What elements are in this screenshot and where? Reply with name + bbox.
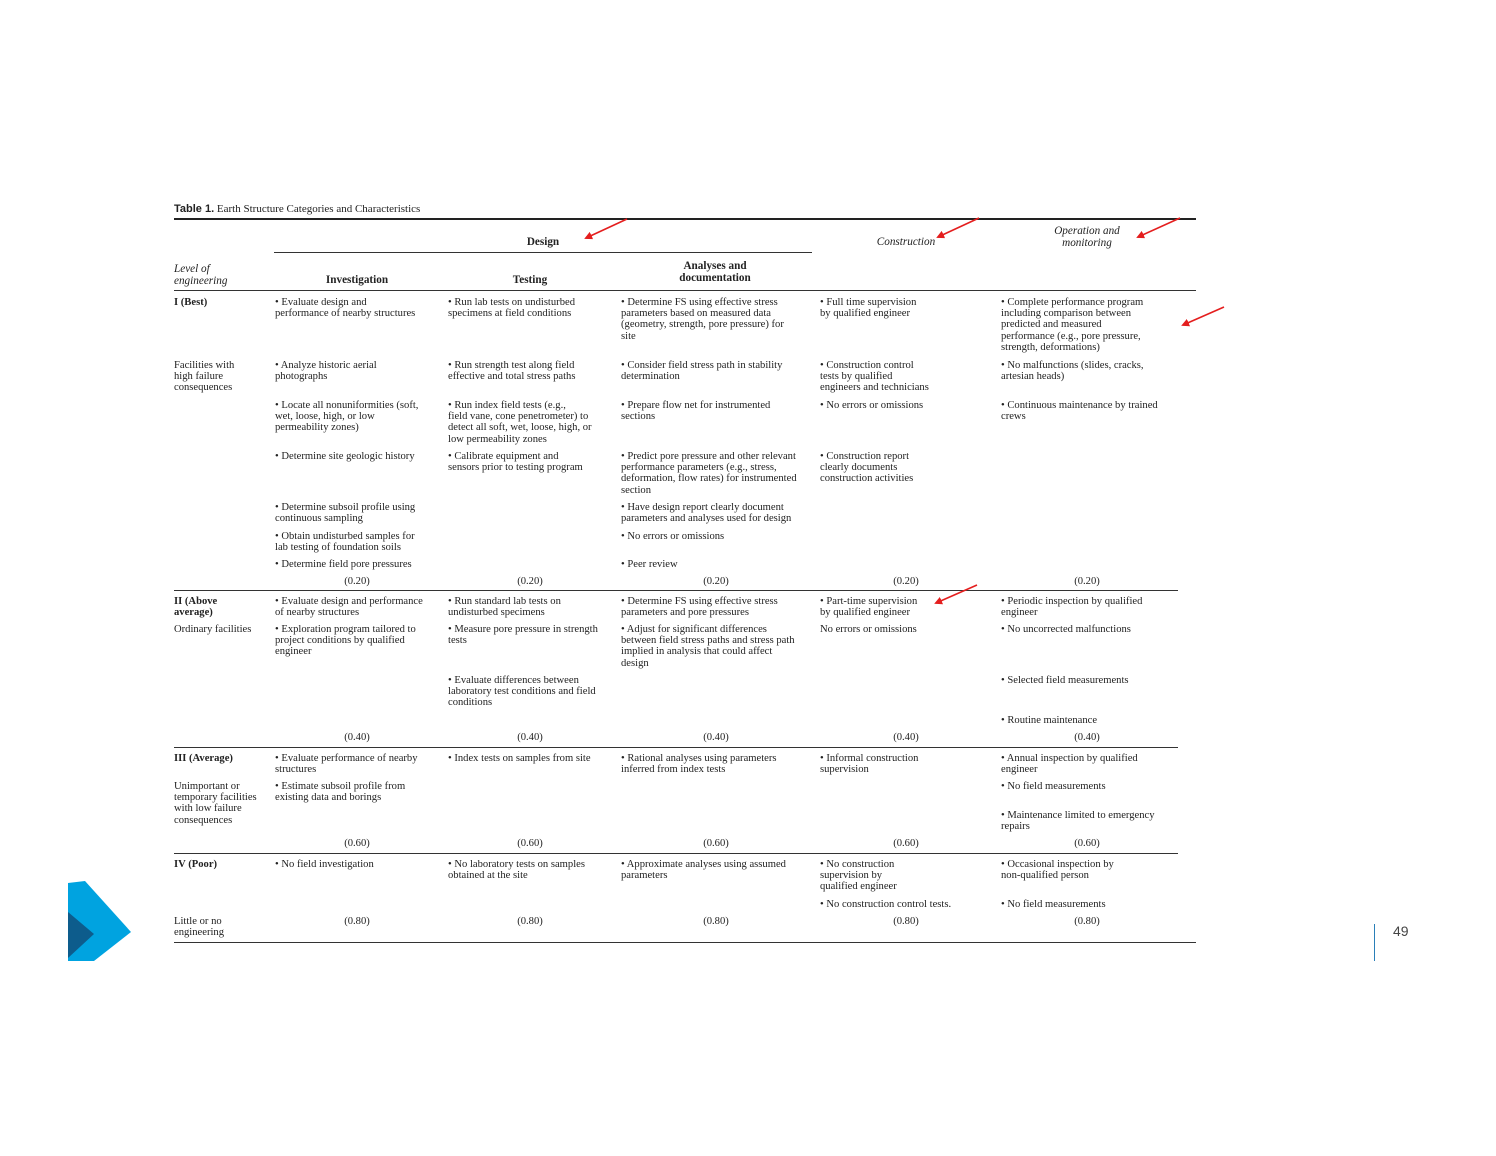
red-arrow-design [586, 219, 627, 238]
header-testing: Testing [512, 274, 548, 286]
row2-con-2: No errors or omissions [820, 624, 917, 635]
page-number-divider [1374, 924, 1375, 961]
row2-ana-1: • Determine FS using effective stress parameters and pore pressures [621, 596, 778, 619]
row4-prob-op: (0.80) [1074, 916, 1100, 927]
row4-test-1: • No laboratory tests on samples obtained at the site [448, 859, 585, 882]
page-number: 49 [1393, 923, 1409, 939]
table-caption-text: Earth Structure Categories and Characteristics [216, 203, 421, 215]
row4-op-1: • Occasional inspection by non-qualified person [1001, 859, 1114, 882]
row1-inv-1: • Evaluate design and performance of nearby structures [275, 297, 416, 320]
row1-prob-test: (0.20) [517, 576, 543, 587]
row1-con-2: • Construction control tests by qualified engineers and technicians [820, 360, 929, 394]
row2-prob-inv: (0.40) [344, 732, 370, 743]
row1-ana-1: • Determine FS using effective stress parameters based on measured data (geometry, strength, pore pressure) for site [621, 297, 784, 342]
row4-prob-test: (0.80) [517, 916, 543, 927]
row4-con-1: • No construction supervision by qualified engineer [820, 859, 897, 893]
row2-prob-test: (0.40) [517, 732, 543, 743]
row1-ana-3: • Prepare flow net for instrumented sections [621, 400, 771, 423]
row2-test-3: • Evaluate differences between laboratory test conditions and field conditions [448, 675, 596, 709]
row3-ana-1: • Rational analyses using parameters inferred from index tests [621, 753, 777, 776]
row2-test-2: • Measure pore pressure in strength tests [448, 624, 598, 647]
red-arrow-construction [938, 218, 979, 237]
row3-prob-inv: (0.60) [344, 838, 370, 849]
row1-inv-3: • Locate all nonuniformities (soft, wet, loose, high, or low permeability zones) [275, 400, 419, 434]
row2-op-4: • Routine maintenance [1001, 715, 1098, 726]
row2-prob-ana: (0.40) [703, 732, 729, 743]
row3-con-1: • Informal construction supervision [820, 753, 919, 776]
row2-op-3: • Selected field measurements [1001, 675, 1129, 686]
row2-op-2: • No uncorrected malfunctions [1001, 624, 1131, 635]
row3-prob-test: (0.60) [517, 838, 543, 849]
header-design: Design [526, 236, 560, 248]
row4-prob-inv: (0.80) [344, 916, 370, 927]
row3-op-2: • No field measurements [1001, 781, 1106, 792]
row1-level: I (Best) [174, 297, 208, 308]
row1-ana-4: • Predict pore pressure and other relevant performance parameters (e.g., stress, deformation, flow rates) for instrumented section [621, 451, 797, 496]
header-investigation: Investigation [325, 274, 389, 286]
row2-prob-con: (0.40) [893, 732, 919, 743]
row3-op-3: • Maintenance limited to emergency repairs [1001, 810, 1155, 833]
red-arrow-performance [1183, 307, 1224, 325]
row3-prob-con: (0.60) [893, 838, 919, 849]
row4-ana-1: • Approximate analyses using assumed parameters [621, 859, 786, 882]
row1-inv-2: • Analyze historic aerial photographs [275, 360, 377, 383]
row1-test-4: • Calibrate equipment and sensors prior to testing program [448, 451, 583, 474]
row1-inv-7: • Determine field pore pressures [275, 559, 412, 570]
brand-logo-chevron [68, 881, 131, 961]
header-analyses: Analyses and documentation [679, 260, 751, 284]
row4-op-2: • No field measurements [1001, 899, 1106, 910]
row4-level: IV (Poor) [174, 859, 218, 870]
table-caption-label: Table 1. [174, 203, 215, 215]
row1-prob-ana: (0.20) [703, 576, 729, 587]
row1-op-2: • No malfunctions (slides, cracks, artesian heads) [1001, 360, 1144, 383]
row3-test-1: • Index tests on samples from site [448, 753, 591, 764]
row1-con-4: • Construction report clearly documents construction activities [820, 451, 914, 485]
row3-inv-1: • Evaluate performance of nearby structures [275, 753, 418, 776]
row1-ana-5: • Have design report clearly document parameters and analyses used for design [621, 502, 792, 525]
header-level: Level of engineering [174, 263, 228, 287]
row2-ana-2: • Adjust for significant differences between field stress paths and stress path implied in analysis that could affect design [621, 624, 795, 669]
row1-con-1: • Full time supervision by qualified engineer [820, 297, 917, 320]
row3-prob-ana: (0.60) [703, 838, 729, 849]
header-operation: Operation and monitoring [1054, 225, 1120, 249]
row1-ana-7: • Peer review [621, 559, 678, 570]
row4-con-2: • No construction control tests. [820, 899, 952, 910]
header-construction: Construction [876, 236, 936, 248]
row4-prob-con: (0.80) [893, 916, 919, 927]
row2-level: II (Above average) [174, 596, 218, 619]
row1-ana-2: • Consider field stress path in stability determination [621, 360, 783, 383]
row2-prob-op: (0.40) [1074, 732, 1100, 743]
row3-desc: Unimportant or temporary facilities with low failure consequences [174, 781, 257, 826]
row1-con-3: • No errors or omissions [820, 400, 924, 411]
row2-con-1: • Part-time supervision by qualified engineer [820, 596, 918, 619]
row2-desc: Ordinary facilities [174, 624, 252, 635]
red-arrow-part-time [936, 585, 977, 603]
row2-test-1: • Run standard lab tests on undisturbed specimens [448, 596, 561, 619]
row1-prob-op: (0.20) [1074, 576, 1100, 587]
row1-prob-inv: (0.20) [344, 576, 370, 587]
row2-op-1: • Periodic inspection by qualified engineer [1001, 596, 1143, 619]
row1-test-2: • Run strength test along field effective and total stress paths [448, 360, 576, 383]
row1-inv-5: • Determine subsoil profile using continuous sampling [275, 502, 416, 525]
row2-inv-2: • Exploration program tailored to project conditions by qualified engineer [275, 624, 416, 658]
red-arrow-operation [1138, 218, 1180, 237]
row3-inv-2: • Estimate subsoil profile from existing data and borings [275, 781, 406, 804]
row1-inv-4: • Determine site geologic history [275, 451, 415, 462]
row3-op-1: • Annual inspection by qualified engineer [1001, 753, 1138, 776]
row1-inv-6: • Obtain undisturbed samples for lab testing of foundation soils [275, 531, 415, 554]
row4-inv-1: • No field investigation [275, 859, 374, 870]
row1-prob-con: (0.20) [893, 576, 919, 587]
row1-desc: Facilities with high failure consequences [174, 360, 235, 394]
row1-op-1: • Complete performance program including comparison between predicted and measured performance (e.g., pore pressure, strength, deformations) [1001, 297, 1144, 353]
row4-prob-ana: (0.80) [703, 916, 729, 927]
row1-test-3: • Run index field tests (e.g., field vane, cone penetrometer) to detect all soft, wet, loose, high, or low permeability zones [448, 400, 592, 445]
row2-inv-1: • Evaluate design and performance of nearby structures [275, 596, 423, 619]
row3-prob-op: (0.60) [1074, 838, 1100, 849]
row4-desc: Little or no engineering [174, 916, 225, 939]
row3-level: III (Average) [174, 753, 233, 764]
row1-test-1: • Run lab tests on undisturbed specimens at field conditions [448, 297, 576, 320]
row1-op-3: • Continuous maintenance by trained crews [1001, 400, 1158, 423]
row1-ana-6: • No errors or omissions [621, 531, 725, 542]
